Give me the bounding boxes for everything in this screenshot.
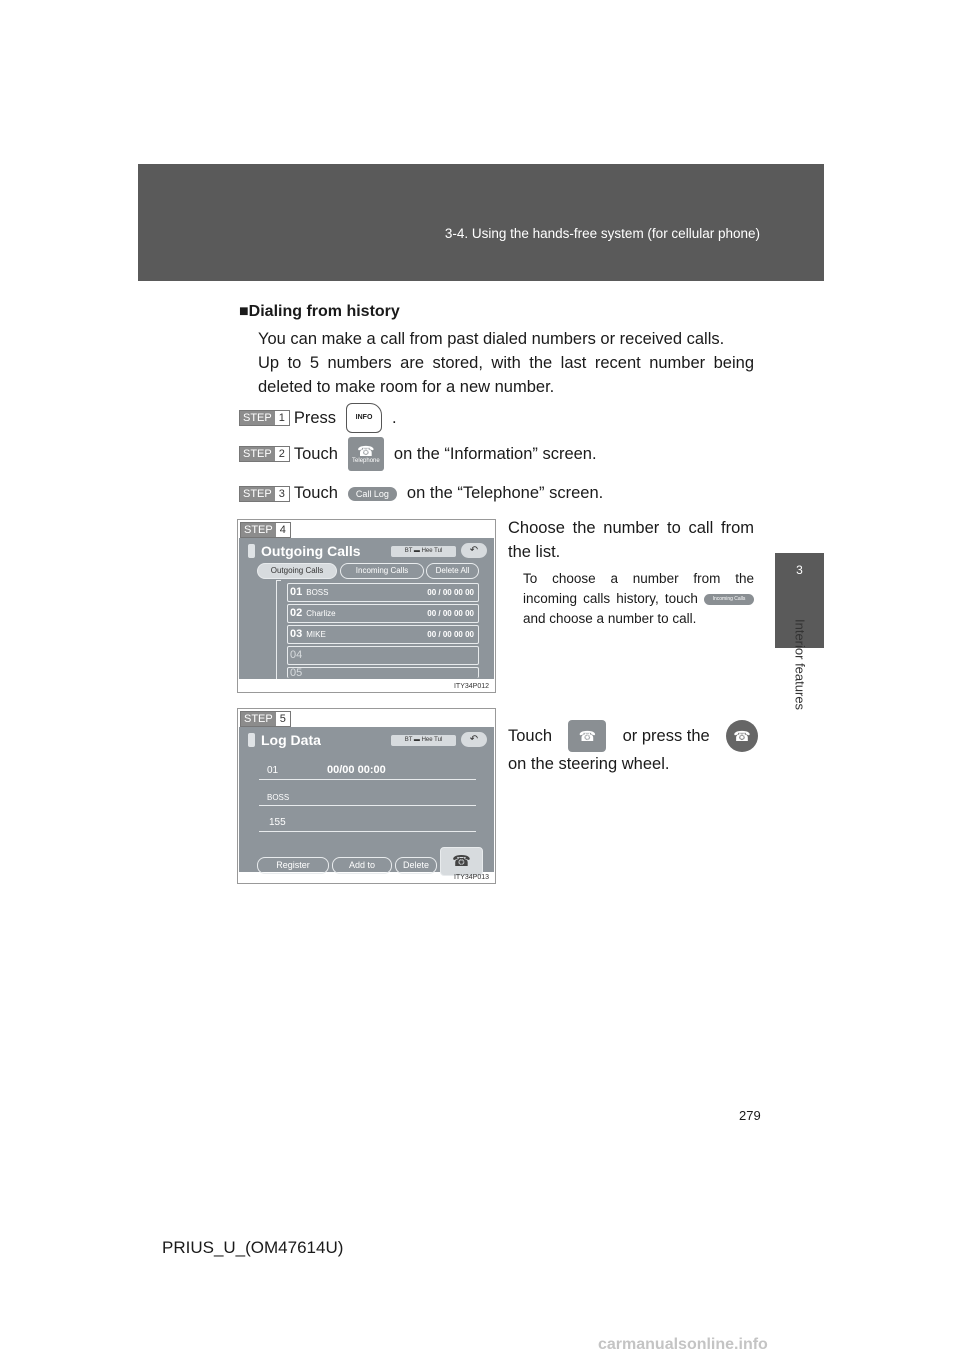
back-icon[interactable]: ↶ [461,543,487,558]
step-badge: STEP 2 [239,446,290,462]
step-text: Touch [293,444,338,463]
telephone-button-icon: ☎ Telephone [348,437,384,471]
screen-title: Log Data [261,732,321,748]
figure-code: ITY34P013 [453,874,489,881]
off-hook-button-icon: ☎ [568,720,606,752]
list-rail [276,580,281,679]
delete-all-button[interactable]: Delete All [426,563,479,579]
figure-log-data [237,708,496,884]
phone-number: 155 [269,817,286,828]
step-2 [239,437,597,471]
call-list-item[interactable]: 05 [287,667,479,678]
screen-log-data [239,727,494,872]
section-body [258,327,754,399]
chapter-number: 3 [796,563,803,577]
call-icon[interactable]: ☎ [440,847,483,876]
info-button-icon: INFO [346,403,382,433]
phone-icon [248,733,255,747]
watermark: carmanualsonline.info [598,1336,768,1353]
screen-outgoing-calls [239,538,494,679]
section-heading: ■Dialing from history [239,303,400,320]
step-1 [239,403,397,433]
call-list-item[interactable]: 03 MIKE 00 / 00 00 00 [287,625,479,644]
step-text: Touch [293,484,338,502]
note-text: To choose a number from the incoming calls history, touch Incoming Calls and choose a number to call. [523,571,754,626]
delete-button[interactable]: Delete [395,857,437,874]
entry-number: 01 [267,765,279,776]
screen-title: Outgoing Calls [261,543,361,559]
contact-name: BOSS [267,793,290,802]
add-to-button[interactable]: Add to [332,857,392,874]
entry-time: 00/00 00:00 [327,764,386,776]
steering-switch-icon: ☎ [726,720,758,752]
page-number: 279 [739,1108,761,1123]
call-log-button-icon: Call Log [348,487,397,501]
chapter-side-label: Interior features [792,619,808,711]
tab-outgoing-calls[interactable]: Outgoing Calls [257,563,337,579]
step-text: . [392,408,397,427]
step-text: on the “Information” screen. [393,444,597,463]
status-icons: BT ▬ Hee Tul [391,546,456,557]
body-paragraph: Up to 5 numbers are stored, with the last recent number being deleted to make room for a new number. [258,354,754,396]
status-icons: BT ▬ Hee Tul [391,735,456,746]
body-paragraph: You can make a call from past dialed numbers or received calls. [258,330,725,348]
divider [259,805,476,806]
call-list-item[interactable]: 01 BOSS 00 / 00 00 00 [287,583,479,602]
step-text: Press [293,408,337,427]
back-icon[interactable]: ↶ [461,732,487,747]
figure-code: ITY34P012 [453,683,489,690]
incoming-calls-button-icon: Incoming Calls [704,594,754,605]
step-badge: STEP 1 [239,410,290,426]
divider [259,779,476,780]
figure-outgoing-calls [237,519,496,693]
document-id: PRIUS_U_(OM47614U) [162,1238,344,1257]
step-text: on the “Telephone” screen. [406,484,604,502]
step-4-text: Choose the number to call from the list. [508,519,754,561]
step-3 [239,484,603,503]
chapter-header [138,164,824,281]
phone-icon: ☎ [357,443,375,459]
step-badge: STEP 4 [240,522,291,538]
step-badge: STEP 5 [240,711,291,727]
call-list-item[interactable]: 02 Charlize 00 / 00 00 00 [287,604,479,623]
tab-incoming-calls[interactable]: Incoming Calls [340,563,424,579]
register-button[interactable]: Register [257,857,329,874]
chapter-title: 3-4. Using the hands-free system (for cellular phone) [444,226,760,241]
step-5-text: Touch ☎ or press the ☎ on the steering wheel. [508,720,758,776]
phone-icon [248,544,255,558]
divider [259,831,476,832]
step-badge: STEP 3 [239,486,290,502]
call-list-item[interactable]: 04 [287,646,479,665]
